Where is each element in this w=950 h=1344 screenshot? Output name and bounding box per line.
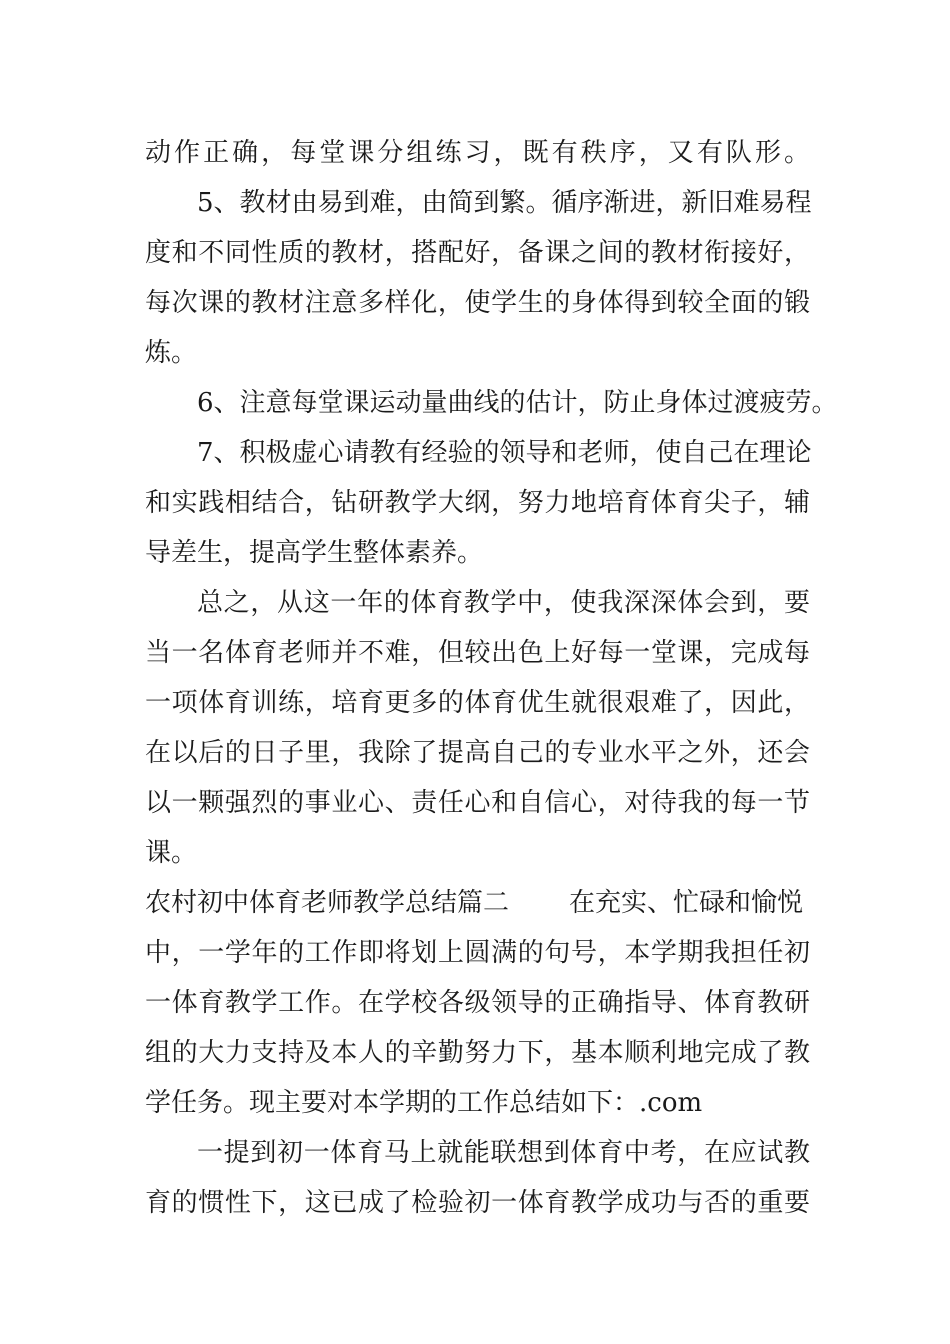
text-line: 以一颗强烈的事业心、责任心和自信心，对待我的每一节 [145, 788, 810, 818]
text-line: 7、积极虚心请教有经验的领导和老师，使自己在理论 [197, 438, 812, 468]
text-line: 组的大力支持及本人的辛勤努力下，基本顺利地完成了教 [145, 1038, 810, 1068]
text-line: 6、注意每堂课运动量曲线的估计，防止身体过渡疲劳。 [197, 388, 838, 418]
text-line: 一提到初一体育马上就能联想到体育中考，在应试教 [197, 1138, 810, 1168]
text-line: 每次课的教材注意多样化，使学生的身体得到较全面的锻 [145, 288, 810, 318]
text-line: 课。 [145, 838, 198, 868]
text-line: 炼。 [145, 338, 198, 368]
text-line: 一体育教学工作。在学校各级领导的正确指导、体育教研 [145, 988, 810, 1018]
text-line: 5、教材由易到难，由简到繁。循序渐进，新旧难易程 [197, 188, 812, 218]
text-line: 育的惯性下，这已成了检验初一体育教学成功与否的重要 [145, 1188, 810, 1218]
text-line: 动作正确，每堂课分组练习，既有秩序，又有队形。 [145, 138, 810, 168]
text-line: 学任务。现主要对本学期的工作总结如下：.com [145, 1088, 703, 1118]
text-line: 一项体育训练，培育更多的体育优生就很艰难了，因此， [145, 688, 810, 718]
text-line: 和实践相结合，钻研教学大纲，努力地培育体育尖子，辅 [145, 488, 810, 518]
text-line: 度和不同性质的教材，搭配好，备课之间的教材衔接好， [145, 238, 810, 268]
section-heading: 农村初中体育老师教学总结篇二 [145, 888, 510, 918]
text-line: 导差生，提高学生整体素养。 [145, 538, 484, 568]
heading-continuation: 在充实、忙碌和愉悦 [569, 888, 804, 918]
document-body [145, 128, 838, 1228]
text-line: 在以后的日子里，我除了提高自己的专业水平之外，还会 [145, 738, 810, 768]
text-line: 当一名体育老师并不难，但较出色上好每一堂课，完成每 [145, 638, 810, 668]
text-line: 中，一学年的工作即将划上圆满的句号，本学期我担任初 [145, 938, 810, 968]
section-heading-line [145, 878, 810, 928]
text-line: 总之，从这一年的体育教学中，使我深深体会到，要 [197, 588, 810, 618]
